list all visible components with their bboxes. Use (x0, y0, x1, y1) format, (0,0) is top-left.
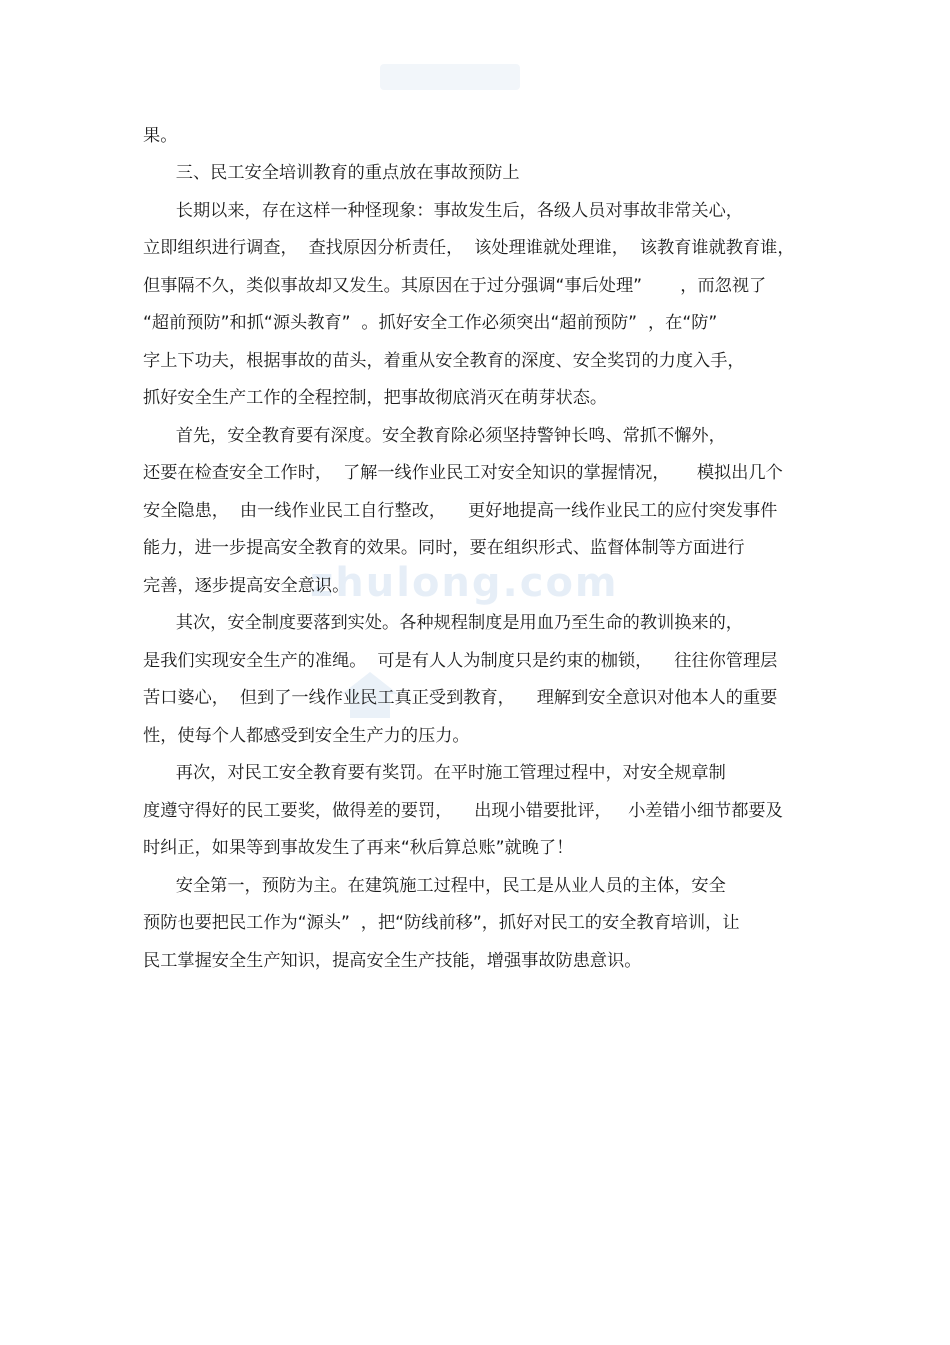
text-line: 能力，进一步提高安全教育的效果。同时，要在组织形式、监督体制等方面进行 (143, 538, 745, 558)
section-heading: 三、民工安全培训教育的重点放在事故预防上 (143, 163, 520, 183)
text-line: “超前预防”和抓“源头教育” 。抓好安全工作必须突出“超前预防” ，在“防” (143, 313, 718, 333)
text-line: 还要在检查安全工作时， 了解一线作业民工对安全知识的掌握情况， 模拟出几个 (143, 463, 783, 483)
text-line: 预防也要把民工作为“源头” ，把“防线前移”，抓好对民工的安全教育培训，让 (143, 913, 740, 933)
text-line: 度遵守得好的民工要奖，做得差的要罚， 出现小错要批评， 小差错小细节都要及 (143, 801, 783, 821)
text-line: 首先，安全教育要有深度。安全教育除必须坚持警钟长鸣、常抓不懈外， (143, 426, 726, 446)
watermark-text: zhulong.com (310, 560, 619, 606)
text-line: 立即组织进行调查， 查找原因分析责任， 该处理谁就处理谁， 该教育谁就教育谁， (143, 238, 795, 258)
text-line: 苦口婆心， 但到了一线作业民工真正受到教育， 理解到安全意识对他本人的重要 (143, 688, 778, 708)
text-line: 完善，逐步提高安全意识。 (143, 576, 350, 596)
text-line: 字上下功夫，根据事故的苗头，着重从安全教育的深度、安全奖罚的力度入手， (143, 351, 745, 371)
text-line: 时纠正，如果等到事故发生了再来“秋后算总账”就晚了！ (143, 838, 574, 858)
text-line: 民工掌握安全生产知识，提高安全生产技能，增强事故防患意识。 (143, 951, 642, 971)
text-line: 安全第一，预防为主。在建筑施工过程中，民工是从业人员的主体，安全 (143, 876, 726, 896)
text-line: 是我们实现安全生产的准绳。 可是有人人为制度只是约束的枷锁， 往往你管理层 (143, 651, 778, 671)
text-line: 其次，安全制度要落到实处。各种规程制度是用血乃至生命的教训换来的， (143, 613, 743, 633)
watermark-logo-top (380, 64, 520, 90)
text-line: 安全隐患， 由一线作业民工自行整改， 更好地提高一线作业民工的应付突发事件 (143, 501, 778, 521)
text-line: 长期以来，存在这样一种怪现象：事故发生后，各级人员对事故非常关心， (143, 201, 743, 221)
text-line: 果。 (143, 126, 178, 146)
text-line: 抓好安全生产工作的全程控制，把事故彻底消灭在萌芽状态。 (143, 388, 608, 408)
text-line: 再次，对民工安全教育要有奖罚。在平时施工管理过程中，对安全规章制 (143, 763, 726, 783)
text-line: 但事隔不久，类似事故却又发生。其原因在于过分强调“事后处理” ，而忽视了 (143, 276, 767, 296)
text-line: 性，使每个人都感受到安全生产力的压力。 (143, 726, 470, 746)
